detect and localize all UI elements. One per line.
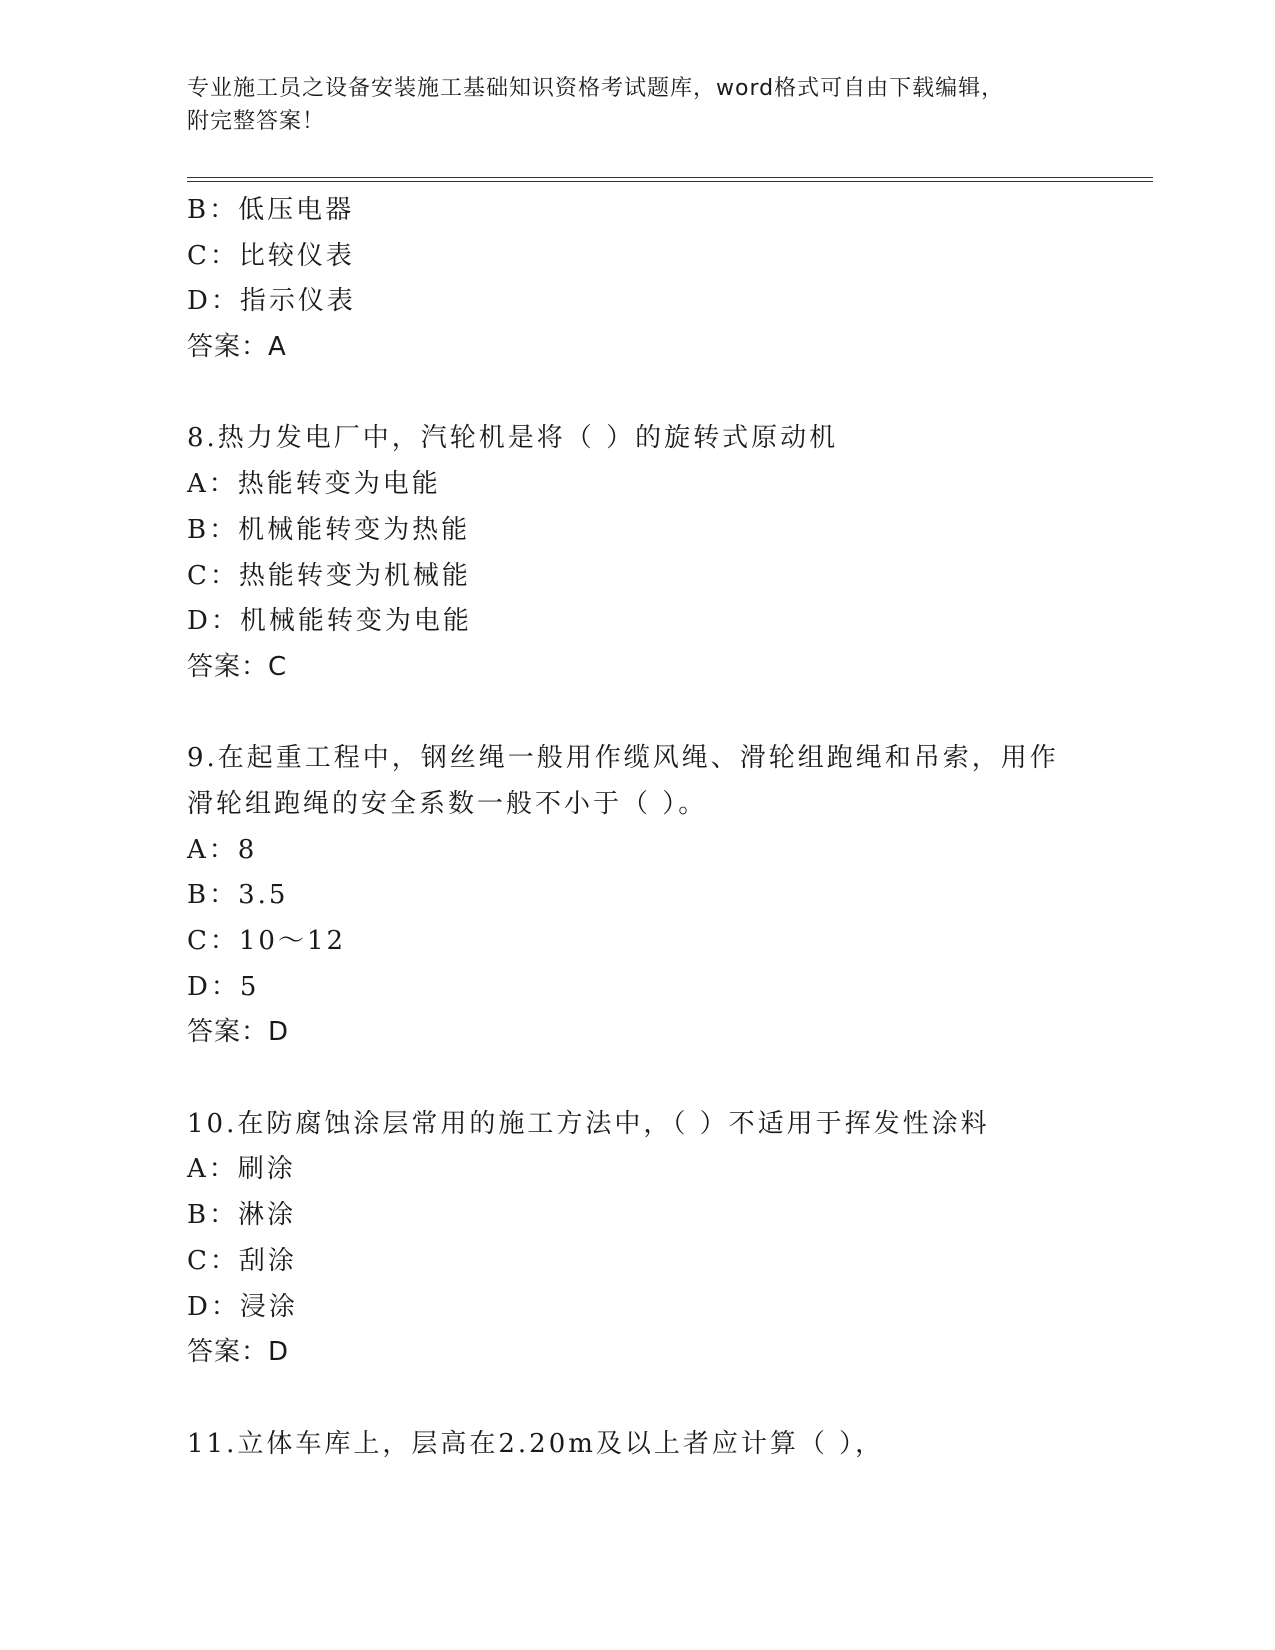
option-d: D：机械能转变为电能 <box>187 606 472 637</box>
option-a: A：刷涂 <box>187 1154 296 1185</box>
spacer <box>187 371 1087 417</box>
header-line: 专业施工员之设备安装施工基础知识资格考试题库，word格式可自由下载编辑， <box>187 76 1005 101</box>
option-c: C：比较仪表 <box>187 240 355 271</box>
option-c: C：10～12 <box>187 926 347 956</box>
option-d: D：指示仪表 <box>187 286 356 317</box>
question-stem: 11.立体车库上，层高在2.20m及以上者应计算（ ）， <box>187 1428 885 1459</box>
option-a: A：热能转变为电能 <box>187 469 441 500</box>
question-stem: 滑轮组跑绳的安全系数一般不小于（ ）。 <box>187 788 708 819</box>
option-c: C：刮涂 <box>187 1245 297 1276</box>
question-block-9 <box>187 736 1087 1056</box>
option-b: B：淋涂 <box>187 1200 297 1231</box>
answer-line: 答案：A <box>187 332 287 363</box>
document-header <box>187 72 1067 138</box>
header-divider <box>187 177 1153 182</box>
option-d: D：5 <box>187 971 260 1002</box>
header-line: 附完整答案！ <box>187 109 326 134</box>
answer-line: 答案：D <box>187 1337 290 1368</box>
spacer <box>187 1376 1087 1422</box>
option-b: B：低压电器 <box>187 195 355 225</box>
question-stem: 8.热力发电厂中，汽轮机是将（ ）的旋转式原动机 <box>187 423 839 454</box>
question-block-7 <box>187 188 1087 371</box>
question-block-11 <box>187 1422 1087 1468</box>
spacer <box>187 691 1087 737</box>
option-b: B：3.5 <box>187 880 289 911</box>
question-stem: 10.在防腐蚀涂层常用的施工方法中，（ ）不适用于挥发性涂料 <box>187 1108 990 1139</box>
option-a: A：8 <box>187 834 258 865</box>
option-c: C：热能转变为机械能 <box>187 560 471 591</box>
option-b: B：机械能转变为热能 <box>187 514 471 545</box>
answer-line: 答案：C <box>187 651 288 682</box>
option-d: D：浸涂 <box>187 1291 298 1322</box>
question-block-8 <box>187 416 1087 690</box>
question-block-10 <box>187 1102 1087 1376</box>
question-stem: 9.在起重工程中，钢丝绳一般用作缆风绳、滑轮组跑绳和吊索，用作 <box>187 743 1059 774</box>
spacer <box>187 1056 1087 1102</box>
answer-line: 答案：D <box>187 1017 290 1048</box>
question-list <box>187 188 1087 1467</box>
